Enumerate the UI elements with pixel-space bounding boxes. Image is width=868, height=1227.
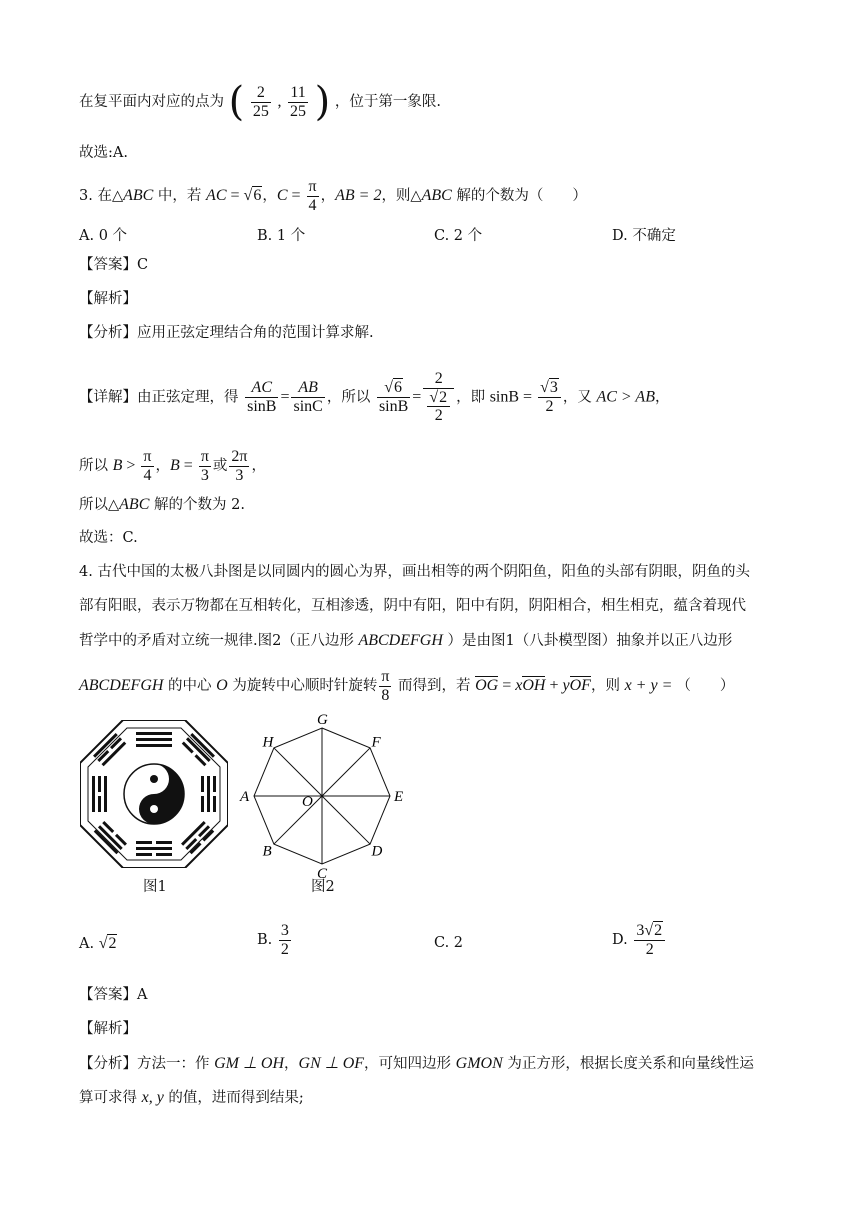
vertex-label: B xyxy=(262,843,272,860)
figure-1-caption: 图1 xyxy=(143,879,167,895)
analysis-heading: 【解析】 xyxy=(79,1021,137,1037)
vertex-label: A xyxy=(240,789,250,805)
option-c: C. 2 个 xyxy=(434,228,483,244)
question-4-line-2: 部有阳眼，表示万物都在互相转化，互相渗透，阴中有阳，阳中有阴，阴阳相合，相生相克，蕴含着现代 xyxy=(79,598,746,614)
fraction: $\frac{\pi}{4}$ xyxy=(143,448,152,484)
fraction: $\frac{\pi}{8}$ xyxy=(381,668,390,704)
radius-line xyxy=(274,796,322,844)
octagon-figure xyxy=(235,710,410,878)
option-b: B. $\frac{3}{2}$ xyxy=(257,922,289,958)
option-a: A. 0 个 xyxy=(79,228,128,244)
figure-2-caption: 图2 xyxy=(311,879,335,895)
fraction: $\frac{√6}{\sin B}$ xyxy=(378,379,409,415)
vertex-label: F xyxy=(371,734,381,751)
fenxi-line-1: 【分析】方法一：作 GM ⊥ OH，GN ⊥ OF，可知四边形 GMON 为正方形，根据长度关系和向量线性运 xyxy=(79,1055,754,1072)
fraction: $\frac{11}{25}$ xyxy=(290,83,307,120)
choice-line: 故选：C. xyxy=(79,530,138,546)
vertex-label: E xyxy=(394,789,404,805)
sqrt: √6 xyxy=(243,187,262,205)
left-paren: ( xyxy=(228,79,245,125)
vertex-label: C xyxy=(317,866,328,878)
radius-line xyxy=(274,748,322,796)
question-4-line-1: 4. 古代中国的太极八卦图是以同圆内的圆心为界，画出相等的两个阴阳鱼，阳鱼的头部有阴眼，阴鱼的头 xyxy=(79,564,750,580)
answer-line: 【答案】C xyxy=(79,257,149,273)
fraction: $\frac{3}{2}$ xyxy=(280,922,289,958)
intro-line: 在复平面内对应的点为 ( $\frac{2}{25}$ , $\frac{11}{25}$ ) ，位于第一象限. xyxy=(79,79,441,125)
fraction: $\frac{\pi}{3}$ xyxy=(200,448,209,484)
fenxi-line-2: 算可求得 x, y 的值，进而得到结果; xyxy=(79,1089,304,1106)
radius-line xyxy=(322,748,370,796)
vertex-label: D xyxy=(371,843,383,860)
right-paren: ) xyxy=(314,79,331,125)
fraction: $\frac{2}{25}$ xyxy=(252,83,269,120)
answer-line: 【答案】A xyxy=(79,987,148,1003)
choice-line: 故选:A. xyxy=(79,145,128,161)
question-4-line-3: 哲学中的矛盾对立统一规律.图2（正八边形 ABCDEFGH ）是由图1（八卦模型图）抽象并以正八边形 xyxy=(79,632,733,649)
fraction: $\frac{√3}{2}$ xyxy=(538,379,561,415)
detail-line: 【详解】由正弦定理，得 $\frac{AC}{\sin B}$ = $\frac{AB}{\sin C}$ ，所以 $\frac{√6}{\sin B}$ = $\frac{2}{\frac{√2}{2}}$ ，即 sinB = $\frac{√3}{2}$ ，又 AC > AB， xyxy=(79,370,670,425)
option-c: C. 2 xyxy=(434,935,464,951)
vertex-label: G xyxy=(317,712,328,728)
fraction: $\frac{√2}{2}$ xyxy=(427,389,450,425)
radius-line xyxy=(322,796,370,844)
fraction: $\frac{2\pi}{3}$ xyxy=(231,448,248,484)
detail-line-2: 所以 B > $\frac{\pi}{4}$ ，B = $\frac{\pi}{3}$ 或 $\frac{2\pi}{3}$ ， xyxy=(79,448,266,484)
center-label: O xyxy=(302,794,313,810)
option-a: A. √2 xyxy=(79,935,117,952)
question-3-stem: 3. 在△ABC 中，若 AC = √6，C = $\frac{\pi}{4}$ ，AB = 2，则△ABC 解的个数为（ ） xyxy=(79,178,587,214)
analysis-heading: 【解析】 xyxy=(79,291,137,307)
fraction: $\frac{AC}{\sin B}$ xyxy=(247,379,277,415)
yin-yang-icon xyxy=(124,764,184,824)
fenxi-line: 【分析】应用正弦定理结合角的范围计算求解. xyxy=(79,325,374,341)
detail-line-3: 所以△ABC 解的个数为 2. xyxy=(79,496,245,513)
option-b: B. 1 个 xyxy=(257,228,306,244)
option-d: D. $\frac{3√2}{2}$ xyxy=(612,922,667,958)
fraction: $\frac{3√2}{2}$ xyxy=(634,922,665,958)
bagua-figure xyxy=(80,720,228,868)
question-4-line-4: ABCDEFGH 的中心 O 为旋转中心顺时针旋转 $\frac{\pi}{8}$ 而得到，若 OG = xOH + yOF，则 x + y = （ ） xyxy=(79,668,735,704)
fraction: $\frac{2}{\frac{√2}{2}}$ xyxy=(423,370,454,425)
fraction: $\frac{AB}{\sin C}$ xyxy=(293,379,323,415)
vertex-label: H xyxy=(262,734,274,751)
fraction: $\frac{\pi}{4}$ xyxy=(308,178,317,214)
option-d: D. 不确定 xyxy=(612,228,676,244)
